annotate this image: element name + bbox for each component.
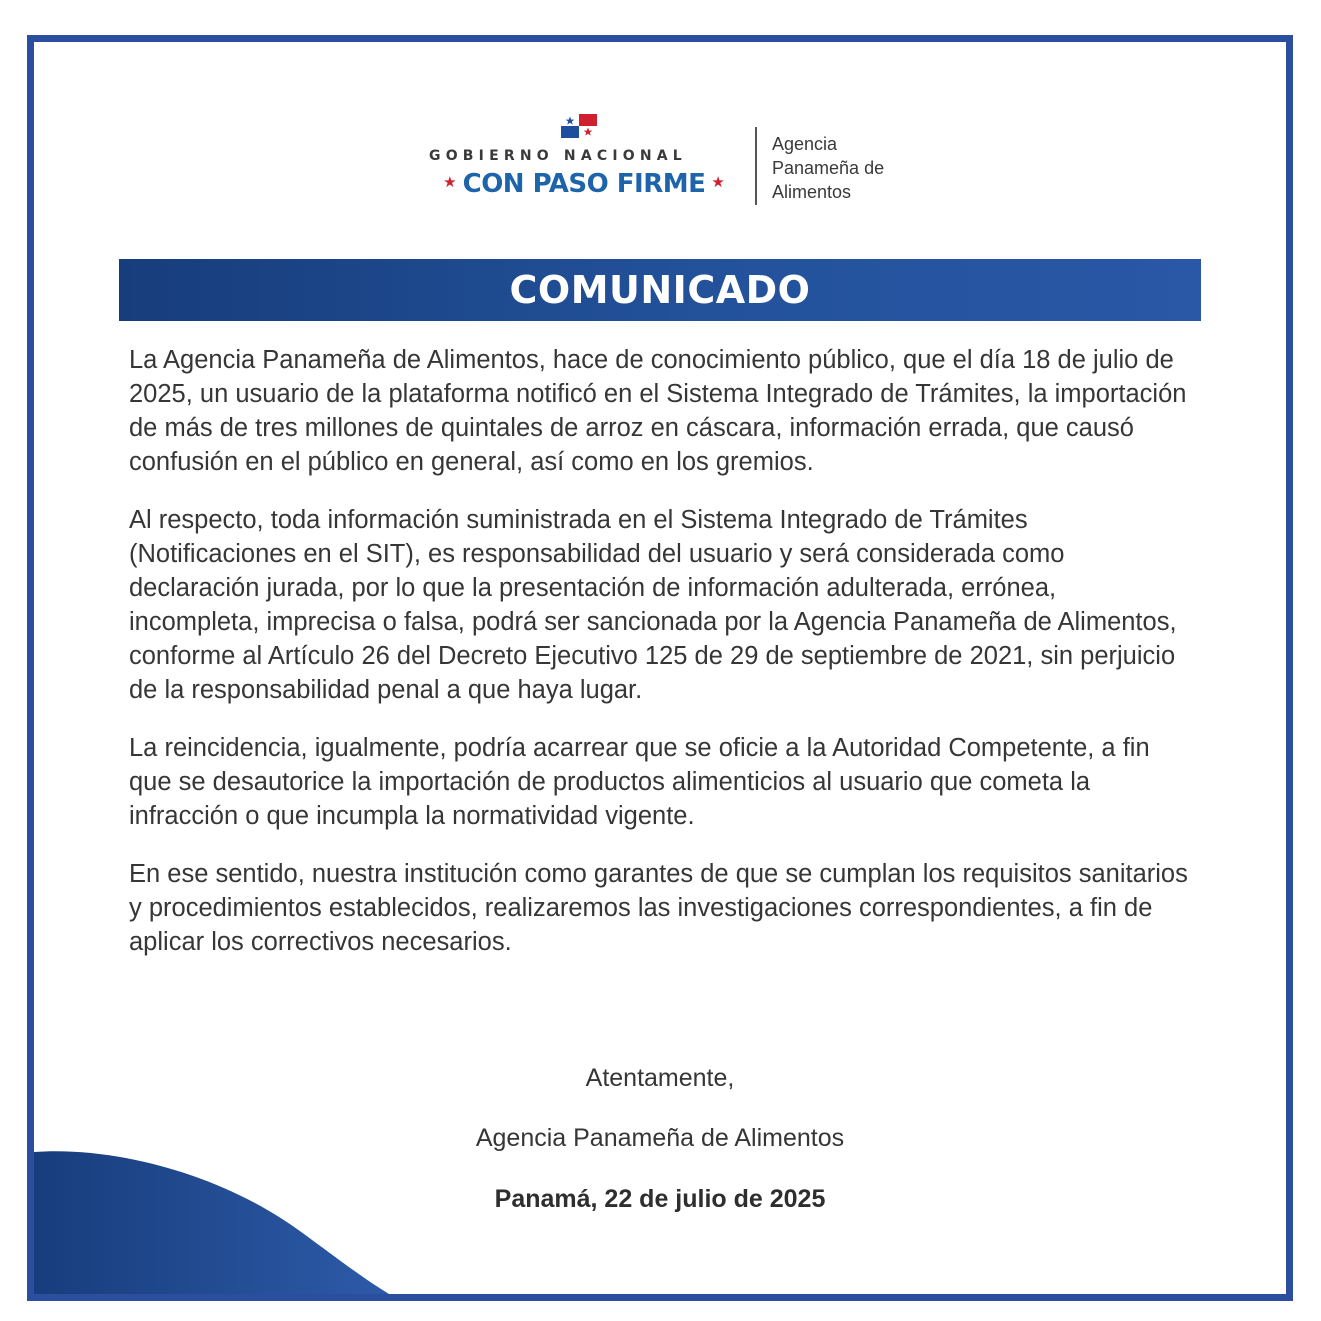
agency-logo-text xyxy=(772,132,884,204)
star-icon: ★ xyxy=(443,174,457,191)
corner-wave-decoration xyxy=(34,1134,394,1294)
agency-logo-line: Alimentos xyxy=(772,182,852,202)
signature: Agencia Panameña de Alimentos xyxy=(475,1124,845,1152)
panama-flag-icon xyxy=(561,114,597,138)
government-name: GOBIERNO NACIONAL xyxy=(429,148,687,164)
place-date: Panamá, 22 de julio de 2025 xyxy=(494,1185,826,1213)
government-slogan-row xyxy=(429,169,739,199)
government-slogan: CON PASO FIRME xyxy=(462,169,706,199)
star-icon: ★ xyxy=(711,174,725,191)
paragraph: La reincidencia, igualmente, podría acarrear que se oficie a la Autoridad Competente, a fin que se desautorice la importación de productos alimenticios al usuario que cometa la infracción o que incumpla la normatividad vigente. xyxy=(129,734,1150,830)
salutation: Atentamente, xyxy=(585,1064,735,1092)
paragraph: En ese sentido, nuestra institución como garantes de que se cumplan los requisitos sanitarios y procedimientos establecidos, realizaremos las investigaciones correspondientes, a fin de aplicar los correctivos necesarios. xyxy=(129,860,1188,956)
statement-body xyxy=(129,343,1191,983)
paragraph: La Agencia Panameña de Alimentos, hace de conocimiento público, que el día 18 de julio de 2025, un usuario de la plataforma notificó en el Sistema Integrado de Trámites, la importación de más de tres millones de quintales de arroz en cáscara, información errada, que causó confusión en el público en general, así como en los gremios. xyxy=(129,346,1187,476)
title-banner xyxy=(119,259,1201,321)
agency-logo-line: Panameña de xyxy=(772,158,885,178)
paragraph: Al respecto, toda información suministrada en el Sistema Integrado de Trámites (Notificaciones en el SIT), es responsabilidad del usuario y será considerada como declaración jurada, por lo que la presentación de información adulterada, errónea, incompleta, imprecisa o falsa, podrá ser sancionada por la Agencia Panameña de Alimentos, conforme al Artículo 26 del Decreto Ejecutivo 125 de 29 de septiembre de 2021, sin perjuicio de la responsabilidad penal a que haya lugar. xyxy=(129,506,1177,704)
logo-divider xyxy=(755,127,757,205)
header-logos xyxy=(34,112,1286,212)
page-title: COMUNICADO xyxy=(509,268,811,312)
document-frame xyxy=(27,35,1293,1301)
agency-logo-line: Agencia xyxy=(772,134,838,154)
